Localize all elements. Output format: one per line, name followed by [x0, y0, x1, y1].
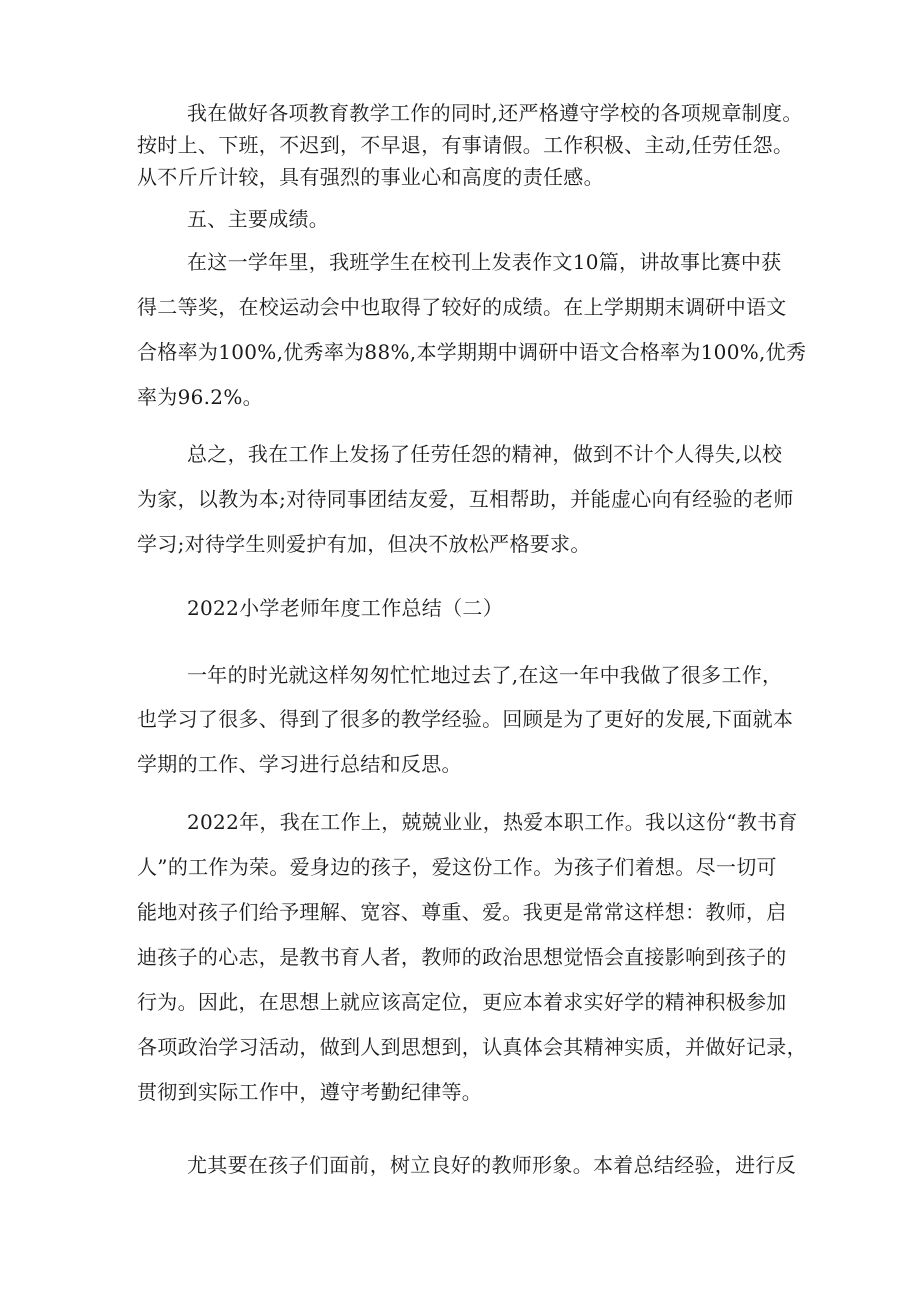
text-line: 贯彻到实际工作中，遵守考勤纪律等。: [137, 1080, 483, 1104]
text-line: 行为。因此，在思想上就应该高定位，更应本着求实好学的精神积极参加: [137, 990, 787, 1014]
text-line: 得二等奖，在校运动会中也取得了较好的成绩。在上学期期末调研中语文: [137, 295, 787, 319]
text-line: 我在做好各项教育教学工作的同时,还严格遵守学校的各项规章制度。: [187, 101, 803, 125]
text-line: 尤其要在孩子们面前，树立良好的教师形象。本着总结经验，进行反: [187, 1153, 796, 1177]
text-line: 合格率为100%,优秀率为88%,本学期期中调研中语文合格率为100%,优秀: [137, 340, 807, 364]
text-line: 一年的时光就这样匆匆忙忙地过去了,在这一年中我做了很多工作，: [187, 663, 783, 687]
text-line: 能地对孩子们给予理解、宽容、尊重、爱。我更是常常这样想：教师，启: [137, 900, 787, 924]
text-line: 总之，我在工作上发扬了任劳任怨的精神，做到不计个人得失,以校: [187, 442, 783, 466]
text-line: 在这一学年里，我班学生在校刊上发表作文10篇，讲故事比赛中获: [187, 250, 782, 274]
text-line: 2022年，我在工作上，兢兢业业，热爱本职工作。我以这份“教书育: [187, 810, 798, 834]
text-line: 也学习了很多、得到了很多的教学经验。回顾是为了更好的发展,下面就本: [137, 707, 794, 731]
text-line: 学期的工作、学习进行总结和反思。: [137, 752, 462, 776]
text-line: 率为96.2%。: [137, 385, 263, 409]
text-line: 从不斤斤计较，具有强烈的事业心和高度的责任感。: [137, 165, 604, 189]
text-line: 各项政治学习活动，做到人到思想到，认真体会其精神实质，并做好记录，: [137, 1035, 807, 1059]
section-heading: 五、主要成绩。: [187, 207, 330, 231]
text-line: 人”的工作为荣。爱身边的孩子，爱这份工作。为孩子们着想。尽一切可: [137, 855, 777, 879]
text-line: 为家，以教为本;对待同事团结友爱，互相帮助，并能虚心向有经验的老师: [137, 487, 794, 511]
text-line: 迪孩子的心志，是教书育人者，教师的政治思想觉悟会直接影响到孩子的: [137, 945, 787, 969]
article-title: 2022小学老师年度工作总结（二）: [187, 596, 503, 620]
text-line: 学习;对待学生则爱护有加，但决不放松严格要求。: [137, 532, 591, 556]
text-line: 按时上、下班，不迟到，不早退，有事请假。工作积极、主动,任劳任怨。: [137, 133, 794, 157]
